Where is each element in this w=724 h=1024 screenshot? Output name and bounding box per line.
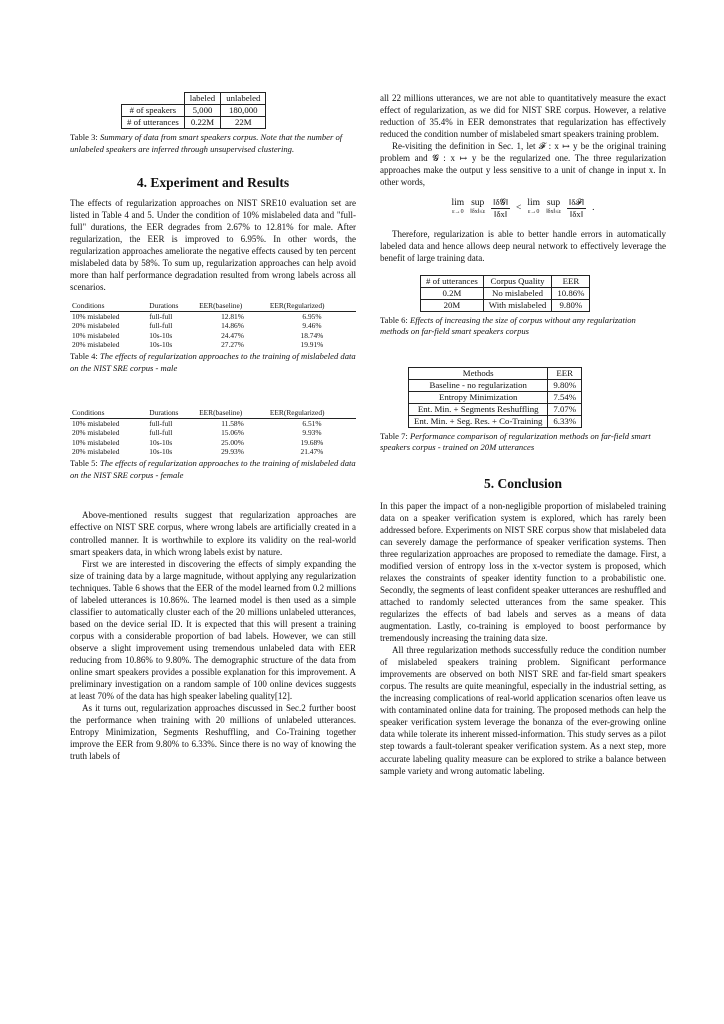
table-cell: 25.00%	[221, 437, 244, 447]
lim-text: lim	[451, 198, 465, 209]
table-header-cell: unlabeled	[221, 93, 266, 105]
equation	[380, 188, 666, 228]
table-7-caption	[380, 431, 666, 454]
numerator: ‖δ𝓕‖	[569, 196, 585, 207]
body-paragraph: All three regularization methods successfully reduce the condition number of mislabeled speakers training problem. Significant performance improvements are observed on both NIST SRE and far-field smart speakers corpus. The results are quite meaningful, especially in the industrial setting, as the increasing complications of real-world application scenarios often leave us with contaminated online data for training. The proposed methods can help the speaker verification system leverage the bonanza of the ever-growing online data while tolerate its inherent missed-information. This study serves as a pilot step towards a fault-tolerant speaker verification system. As a next step, more accurate labeling quality measure can be explored to strike a balance between sample variety and wrong automatic labeling.	[380, 645, 666, 776]
table-cell: 19.68%	[300, 437, 324, 447]
table-row	[70, 340, 356, 349]
period: .	[592, 203, 595, 214]
table-header-cell: Conditions	[70, 301, 147, 311]
table-cell: 22M	[221, 117, 266, 129]
table-cell: 9.80%	[552, 299, 590, 311]
table-cell: Ent. Min. + Seg. Res. + Co-Training	[409, 415, 548, 427]
table-cell: # of utterances	[122, 117, 185, 129]
table-4-caption	[70, 351, 356, 374]
table-cell: 6.95%	[302, 311, 322, 321]
table-cell: 10s-10s	[149, 447, 173, 457]
table-cell: 180,000	[221, 105, 266, 117]
table-cell: # of speakers	[122, 105, 185, 117]
table-cell: 14.86%	[221, 321, 244, 331]
table-row	[70, 331, 356, 340]
table-cell: With mislabeled	[483, 299, 552, 311]
table-cell: 9.80%	[548, 379, 582, 391]
table-cell: full-full	[149, 321, 173, 331]
numerator: ‖δ𝓖‖	[493, 196, 508, 207]
sup-subscript: ‖δx‖≤ε	[470, 209, 486, 216]
table-6-caption	[380, 315, 666, 338]
table-cell: full-full	[149, 311, 173, 321]
table-cell: 21.47%	[300, 447, 324, 457]
table-cell: 20M	[421, 299, 484, 311]
table-cell: 10% mislabeled	[72, 418, 120, 428]
table-row	[70, 438, 356, 447]
body-paragraph: Therefore, regularization is able to better handle errors in automatically labeled data and hence allows deep neural network to effectively leverage the benefit of large training data.	[380, 229, 666, 264]
table-cell: 10.86%	[552, 287, 590, 299]
table-row	[421, 287, 590, 299]
table-header-cell: # of utterances	[421, 275, 484, 287]
table-header-cell: Durations	[147, 408, 197, 418]
table-row	[70, 408, 356, 418]
right-column	[380, 92, 666, 777]
table-cell: 10s-10s	[149, 330, 173, 340]
table-cell: 18.74%	[300, 330, 324, 340]
table-cell: No mislabeled	[483, 287, 552, 299]
table-cell: 0.2M	[421, 287, 484, 299]
caption-label: Table 4:	[70, 351, 98, 362]
table-cell: 0.22M	[184, 117, 220, 129]
sup-text: sup	[471, 198, 485, 209]
table-cell: 27.27%	[221, 340, 244, 349]
table-cell: 5,000	[184, 105, 220, 117]
table-cell: 20% mislabeled	[72, 428, 120, 438]
table-3	[121, 92, 266, 129]
table-row	[409, 391, 582, 403]
lim-subscript: ε→0	[452, 209, 464, 216]
section-4-paragraph: The effects of regularization approaches on NIST SRE10 evaluation set are listed in Table 4 and 5. Under the condition of 10% mislabeled data and "full-full" durations, the EER degrades from 2.67% to 12.81% for male. After regularization, the EER is improved to 6.95%. In other words, the regularization approaches ameliorate the negative effects caused by ten percent mislabeled data by 58%. To sum up, regularization approaches can help avoid more than half performance degradation resulted from wrong labels across all scenarios.	[70, 198, 356, 293]
table-cell: 9.46%	[302, 321, 322, 331]
table-cell: 12.81%	[221, 311, 244, 321]
table-cell: 10s-10s	[149, 437, 173, 447]
table-row	[122, 105, 266, 117]
table-cell: 24.47%	[221, 330, 244, 340]
table-row	[122, 117, 266, 129]
sup-operator	[546, 199, 561, 217]
table-header-cell: Conditions	[70, 408, 147, 418]
caption-text: Effects of increasing the size of corpus without any regularization methods on far-field smart speakers corpus	[380, 314, 636, 337]
table-row	[409, 379, 582, 391]
caption-text: The effects of regularization approaches to the training of mislabeled data on the NIST SRE corpus - female	[70, 458, 356, 480]
table-header-cell: EER	[552, 275, 590, 287]
table-cell: 10% mislabeled	[72, 437, 120, 447]
table-cell: 7.54%	[548, 391, 582, 403]
table-5	[70, 408, 356, 456]
table-cell: 10% mislabeled	[72, 311, 120, 321]
caption-label: Table 3:	[70, 132, 98, 142]
table-header-cell: EER(baseline)	[197, 408, 268, 418]
table-cell: Ent. Min. + Segments Reshuffling	[409, 403, 548, 415]
table-row	[70, 311, 356, 321]
caption-text: Performance comparison of regularization methods on far-field smart speakers corpus - trained on 20M utterances	[380, 430, 651, 453]
table-row	[122, 93, 266, 105]
sup-operator	[470, 199, 485, 217]
caption-label: Table 5:	[70, 458, 98, 469]
table-row	[70, 321, 356, 330]
table-cell: 20% mislabeled	[72, 321, 120, 331]
table-cell: 15.06%	[221, 428, 244, 438]
less-than-sign: <	[515, 203, 522, 214]
table-header-cell: Durations	[147, 301, 197, 311]
table-cell: Entropy Minimization	[409, 391, 548, 403]
caption-label: Table 7:	[380, 430, 408, 441]
table-cell: full-full	[149, 418, 173, 428]
table-header-cell: EER(Regularized)	[268, 408, 356, 418]
left-column	[70, 92, 356, 762]
table-cell: full-full	[149, 428, 173, 438]
table-row	[70, 447, 356, 456]
section-5-heading: 5. Conclusion	[483, 475, 563, 491]
caption-text: Summary of data from smart speakers corpus. Note that the number of unlabeled speakers are inferred through unsupervised clustering.	[70, 132, 343, 154]
table-row	[70, 418, 356, 428]
lim-subscript: ε→0	[527, 209, 540, 216]
denominator: ‖δx‖	[494, 208, 508, 219]
body-paragraph: As it turns out, regularization approaches discussed in Sec.2 further boost the performance when training with 20 millions of unlabeled utterances. Entropy Minimization, Segments Reshuffling, and Co-Training together improve the EER from 9.80% to 6.33%. Since there is no way of knowing the truth labels of	[70, 703, 356, 762]
table-row	[409, 403, 582, 415]
table-header-cell	[122, 93, 185, 105]
caption-text: The effects of regularization approaches to the training of mislabeled data on the NIST SRE corpus - male	[70, 351, 356, 373]
body-paragraph: Re-visiting the definition in Sec. 1, let 𝓕 : x ↦ y be the original training problem and 𝓖 : x ↦ y be the regularized one. The three regularization approaches make the output y less sensitive to a unit of change in input x. In other words,	[380, 141, 666, 188]
table-row	[70, 301, 356, 311]
table-cell: 29.93%	[221, 447, 244, 457]
limit-operator	[527, 199, 540, 217]
table-row	[421, 275, 590, 287]
limit-operator	[452, 199, 465, 217]
table-cell: 7.07%	[548, 403, 582, 415]
table-5-caption	[70, 458, 356, 481]
table-header-cell: EER(Regularized)	[268, 301, 356, 311]
table-row	[409, 367, 582, 379]
table-row	[421, 299, 590, 311]
table-cell: 20% mislabeled	[72, 447, 120, 457]
body-paragraph: Above-mentioned results suggest that regularization approaches are effective on NIST SRE corpus, where wrong labels are artificially created in a controlled manner. It is worthwhile to explore its validity on the real-world smart speakers data, in which wrong labels exist by nature.	[70, 510, 356, 557]
table-cell: Baseline - no regularization	[409, 379, 548, 391]
table-6	[420, 275, 590, 312]
table-cell: 6.51%	[302, 418, 322, 428]
denominator: ‖δx‖	[570, 208, 584, 219]
fraction-right	[567, 197, 586, 220]
lim-text: lim	[527, 198, 540, 209]
table-header-cell: EER(baseline)	[197, 301, 268, 311]
table-row	[70, 428, 356, 437]
table-cell: 20% mislabeled	[72, 340, 120, 349]
table-cell: 11.58%	[221, 418, 244, 428]
fraction-left	[491, 197, 510, 220]
table-7	[408, 367, 582, 428]
table-row	[409, 415, 582, 427]
section-4-heading: 4. Experiment and Results	[136, 175, 290, 190]
table-cell: 19.91%	[300, 340, 324, 349]
table-4	[70, 301, 356, 349]
sup-text: sup	[546, 198, 561, 209]
table-header-cell: Methods	[409, 367, 548, 379]
caption-label: Table 6:	[380, 314, 408, 325]
table-header-cell: EER	[548, 367, 582, 379]
body-paragraph: all 22 millions utterances, we are not able to quantitatively measure the exact effect of regularization, as we did for NIST SRE corpus. However, a relative reduction of 35.4% in EER demonstrates that regularization has effectively reduced the condition number of mislabeled smart speakers training problem.	[380, 93, 666, 140]
table-cell: 10% mislabeled	[72, 330, 120, 340]
body-paragraph: In this paper the impact of a non-negligible proportion of mislabeled training data on a speaker verification system is explored, which has rarely been addressed before. Experiments on NIST SRE corpus show that mislabeled data can severely damage the performance of speaker verification systems. Then three regularization approaches are proposed to remediate the damage. First, a modified version of entropy loss in the x-vector system is proposed, which relaxes the constraints of speaker identity function to a probabilistic one. Secondly, the segments of least confident speaker utterances are reshuffled and attached to randomly selected utterances from the same speaker. This regularizes the effects of bad labels and serves as a means of data augmentation. Lastly, co-training is employed to boost performance by tremendously increasing the training data size.	[380, 500, 666, 644]
table-cell: 10s-10s	[149, 340, 173, 349]
body-paragraph: First we are interested in discovering the effects of simply expanding the size of training data by a large magnitude, without applying any regularization techniques. Table 6 shows that the EER of the model learned from 0.2 millions of labeled utterances is 10.86%. The learned model is then used as a simple classifier to automatically cluster each of the 20 millions unlabeled utterances, based on the device serial ID. It is expected that this will present a training corpus with a considerable proportion of bad labels. However, we can still observe a slight improvement using tremendous unlabeled data with EER reducing from 10.86% to 9.80%. The demographic structure of the data from online smart speakers provides a possible explanation for this improvement. A preliminary investigation on a random sample of 100 online devices suggests at least 70% of the data has high speaker labeling quality[12].	[70, 558, 356, 702]
table-header-cell: labeled	[184, 93, 220, 105]
table-cell: 6.33%	[548, 415, 582, 427]
table-3-caption	[70, 132, 356, 155]
sup-subscript: ‖δx‖≤ε	[546, 209, 562, 216]
table-cell: 9.93%	[302, 428, 322, 438]
table-header-cell: Corpus Quality	[483, 275, 552, 287]
